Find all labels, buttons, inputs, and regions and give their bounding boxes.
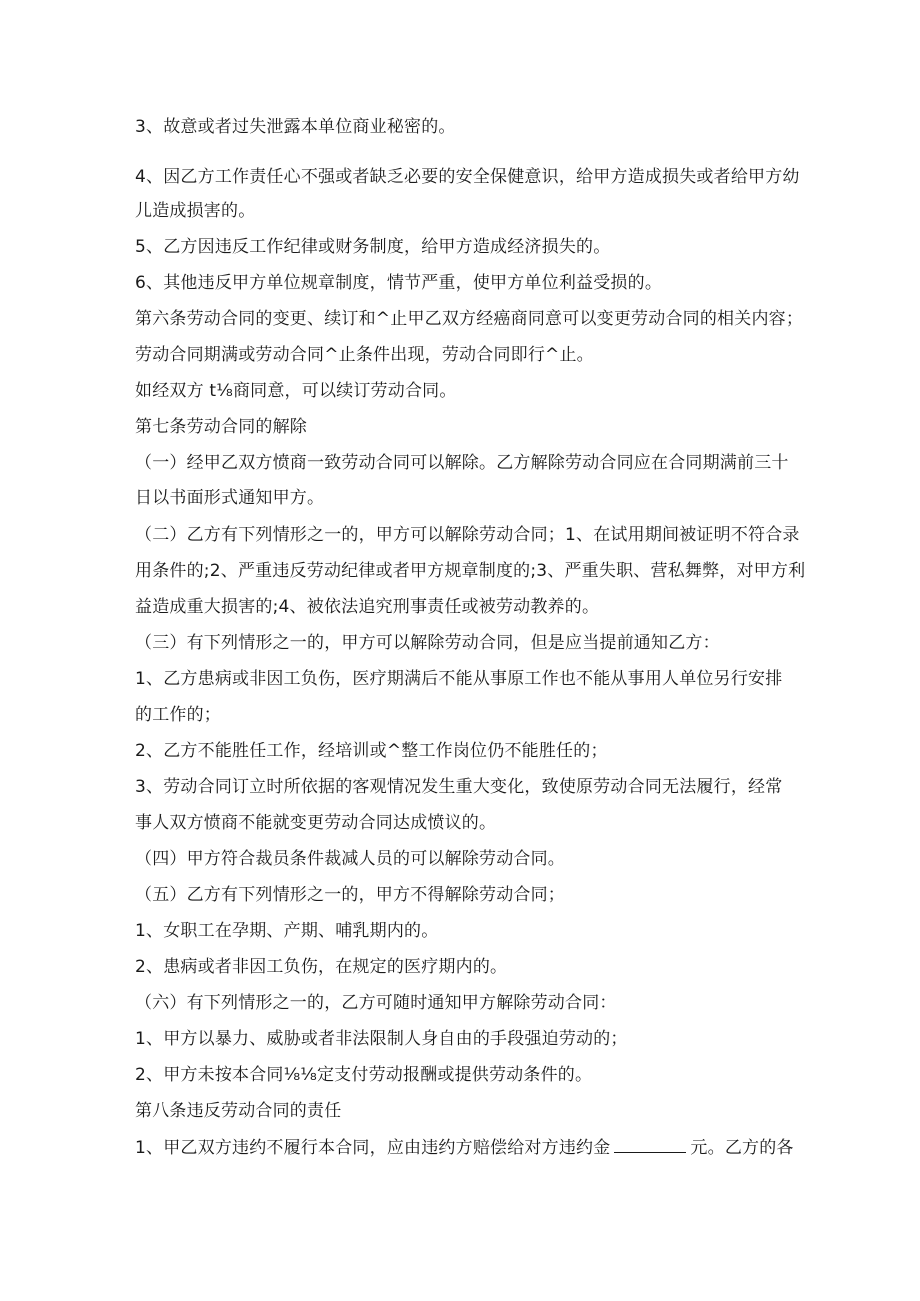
clause-line: 1、女职工在孕期、产期、哺乳期内的。 [135, 921, 439, 941]
fill-in-blank [614, 1136, 686, 1153]
clause-line: 2、乙方不能胜任工作，经培训或^整工作岗位仍不能胜任的； [135, 741, 608, 761]
clause-line: （六）有下列情形之一的，乙方可随时通知甲方解除劳动合同： [135, 993, 617, 1013]
clause-line: 3、故意或者过失泄露本单位商业秘密的。 [135, 117, 456, 137]
clause-line: （四）甲方符合裁员条件裁减人员的可以解除劳动合同。 [135, 849, 565, 869]
article-heading: 第七条劳动合同的解除 [135, 417, 307, 437]
clause-line: 如经双方 t⅛商同意，可以续订劳动合同。 [135, 381, 457, 401]
clause-line: 1、乙方患病或非因工负伤，医疗期满后不能从事原工作也不能从事用人单位另行安排 [135, 669, 783, 689]
clause-line: 日以书面形式通知甲方。 [135, 488, 325, 508]
clause-line: （一）经甲乙双方愤商一致劳动合同可以解除。乙方解除劳动合同应在合同期满前三十 [135, 453, 789, 473]
clause-line: 的工作的； [135, 705, 221, 725]
clause-line: 劳动合同期满或劳动合同^止条件出现，劳动合同即行^止。 [135, 345, 594, 365]
clause-line: 1、甲方以暴力、威胁或者非法限制人身自由的手段强迫劳动的； [135, 1029, 628, 1049]
clause-line: 事人双方愤商不能就变更劳动合同达成愤议的。 [135, 813, 497, 833]
clause-line-with-blank [135, 1136, 794, 1159]
clause-line: 2、患病或者非因工负伤，在规定的医疗期内的。 [135, 957, 508, 977]
clause-line: 3、劳动合同订立时所依据的客观情况发生重大变化，致使原劳动合同无法履行，经常 [135, 777, 783, 797]
clause-line: 4、因乙方工作责任心不强或者缺乏必要的安全保健意识，给甲方造成损失或者给甲方幼 [135, 167, 800, 187]
clause-line: （二）乙方有下列情形之一的，甲方可以解除劳动合同；1、在试用期间被证明不符合录 [135, 525, 800, 545]
clause-line: 6、其他违反甲方单位规章制度，情节严重，使甲方单位利益受损的。 [135, 273, 663, 293]
clause-line: 5、乙方因违反工作纪律或财务制度，给甲方造成经济损失的。 [135, 237, 611, 257]
clause-line: 儿造成损害的。 [135, 201, 256, 221]
clause-line: 用条件的;2、严重违反劳动纪律或者甲方规章制度的;3、严重失职、营私舞弊，对甲方利 [135, 561, 806, 581]
clause-line: 2、甲方未按本合同⅛⅛定支付劳动报酬或提供劳动条件的。 [135, 1065, 593, 1085]
clause-text: 元。乙方的各 [690, 1138, 794, 1158]
clause-line: 益造成重大损害的;4、被依法追究刑事责任或被劳动教养的。 [135, 597, 600, 617]
article-heading: 第八条违反劳动合同的责任 [135, 1101, 342, 1121]
clause-line: （三）有下列情形之一的，甲方可以解除劳动合同，但是应当提前通知乙方： [135, 633, 720, 653]
clause-text: 1、甲乙双方违约不履行本合同，应由违约方赔偿给对方违约金 [135, 1138, 611, 1158]
article-heading: 第六条劳动合同的变更、续订和^止甲乙双方经癌商同意可以变更劳动合同的相关内容； [135, 309, 804, 329]
clause-line: （五）乙方有下列情形之一的，甲方不得解除劳动合同； [135, 885, 565, 905]
